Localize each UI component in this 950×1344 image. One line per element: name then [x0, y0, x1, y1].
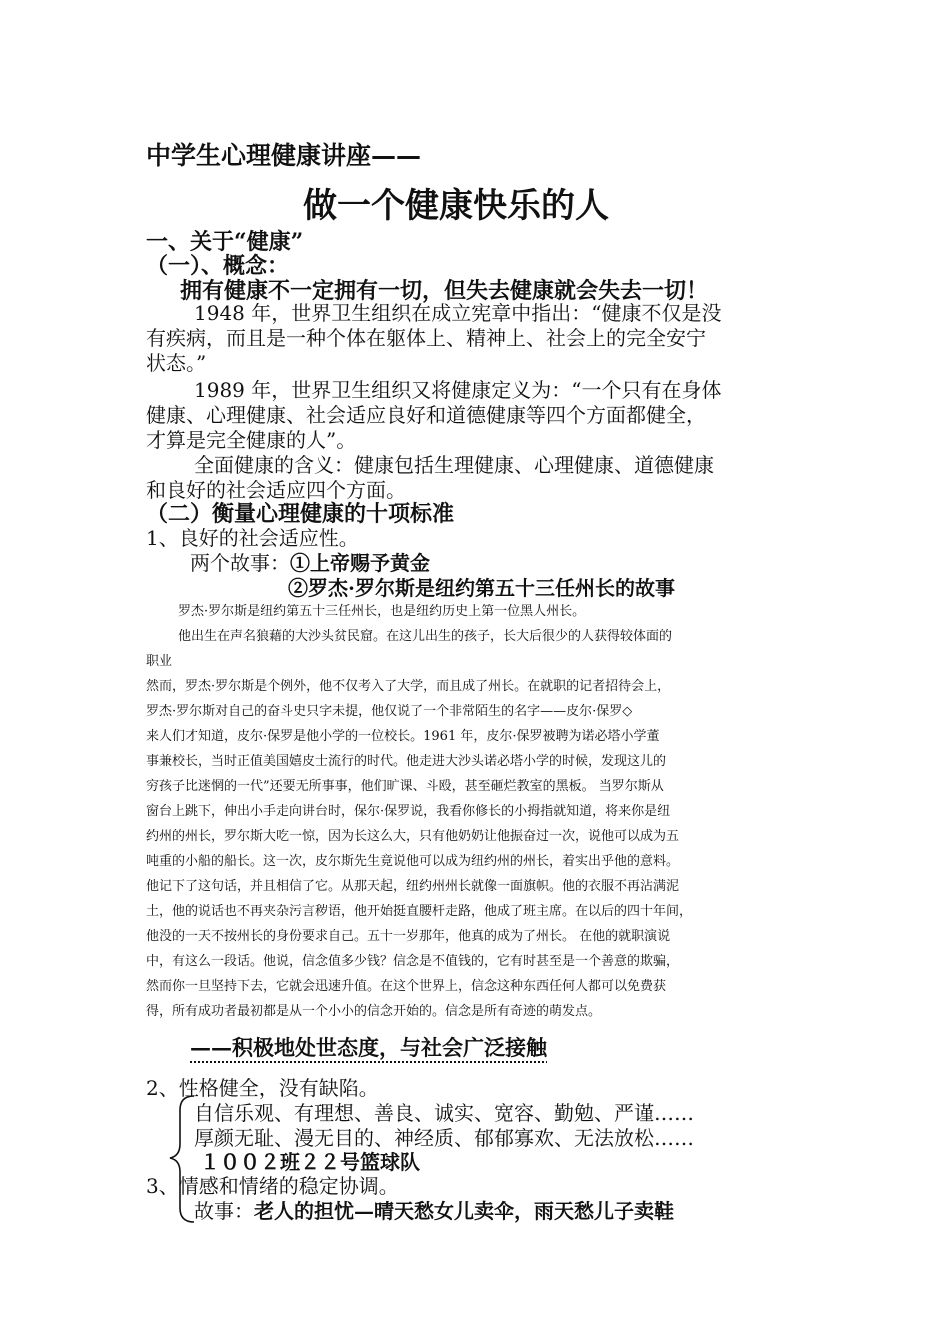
story-2-title: ②罗杰·罗尔斯是纽约第五十三任州长的故事 — [288, 576, 675, 600]
subsection-concept: （一）、概念： — [146, 253, 290, 279]
positive-traits: 自信乐观、有理想、善良、诚实、宽容、勤勉、严谨…… — [194, 1101, 694, 1125]
two-stories-prefix: 两个故事： — [190, 551, 290, 575]
page-title: 做一个健康快乐的人 — [303, 186, 609, 226]
subsection-ten-standards: （二）衡量心理健康的十项标准 — [146, 501, 455, 527]
item-3-story-title: 老人的担忧—晴天愁女儿卖伞，雨天愁儿子卖鞋 — [254, 1199, 674, 1223]
item-2-label: 2、性格健全，没有缺陷。 — [146, 1076, 379, 1100]
story-1-title: ①上帝赐予黄金 — [290, 551, 430, 575]
basketball-team: １００２班２２号篮球队 — [200, 1150, 420, 1174]
negative-traits: 厚颜无耻、漫无目的、神经质、郁郁寡欢、无法放松…… — [194, 1126, 694, 1150]
section-heading-health: 一、关于“健康” — [146, 229, 304, 255]
item-3-story — [194, 1195, 674, 1224]
item-3-story-prefix: 故事： — [194, 1199, 254, 1223]
page-subtitle: 中学生心理健康讲座—— — [146, 141, 422, 170]
story-takeaway: ——积极地处世态度，与社会广泛接触 — [190, 1035, 547, 1060]
item-3-label: 3、情感和情绪的稳定协调。 — [146, 1174, 399, 1198]
item-1-label: 1、良好的社会适应性。 — [146, 526, 359, 550]
health-motto: 拥有健康不一定拥有一切，但失去健康就会失去一切！ — [180, 278, 709, 304]
